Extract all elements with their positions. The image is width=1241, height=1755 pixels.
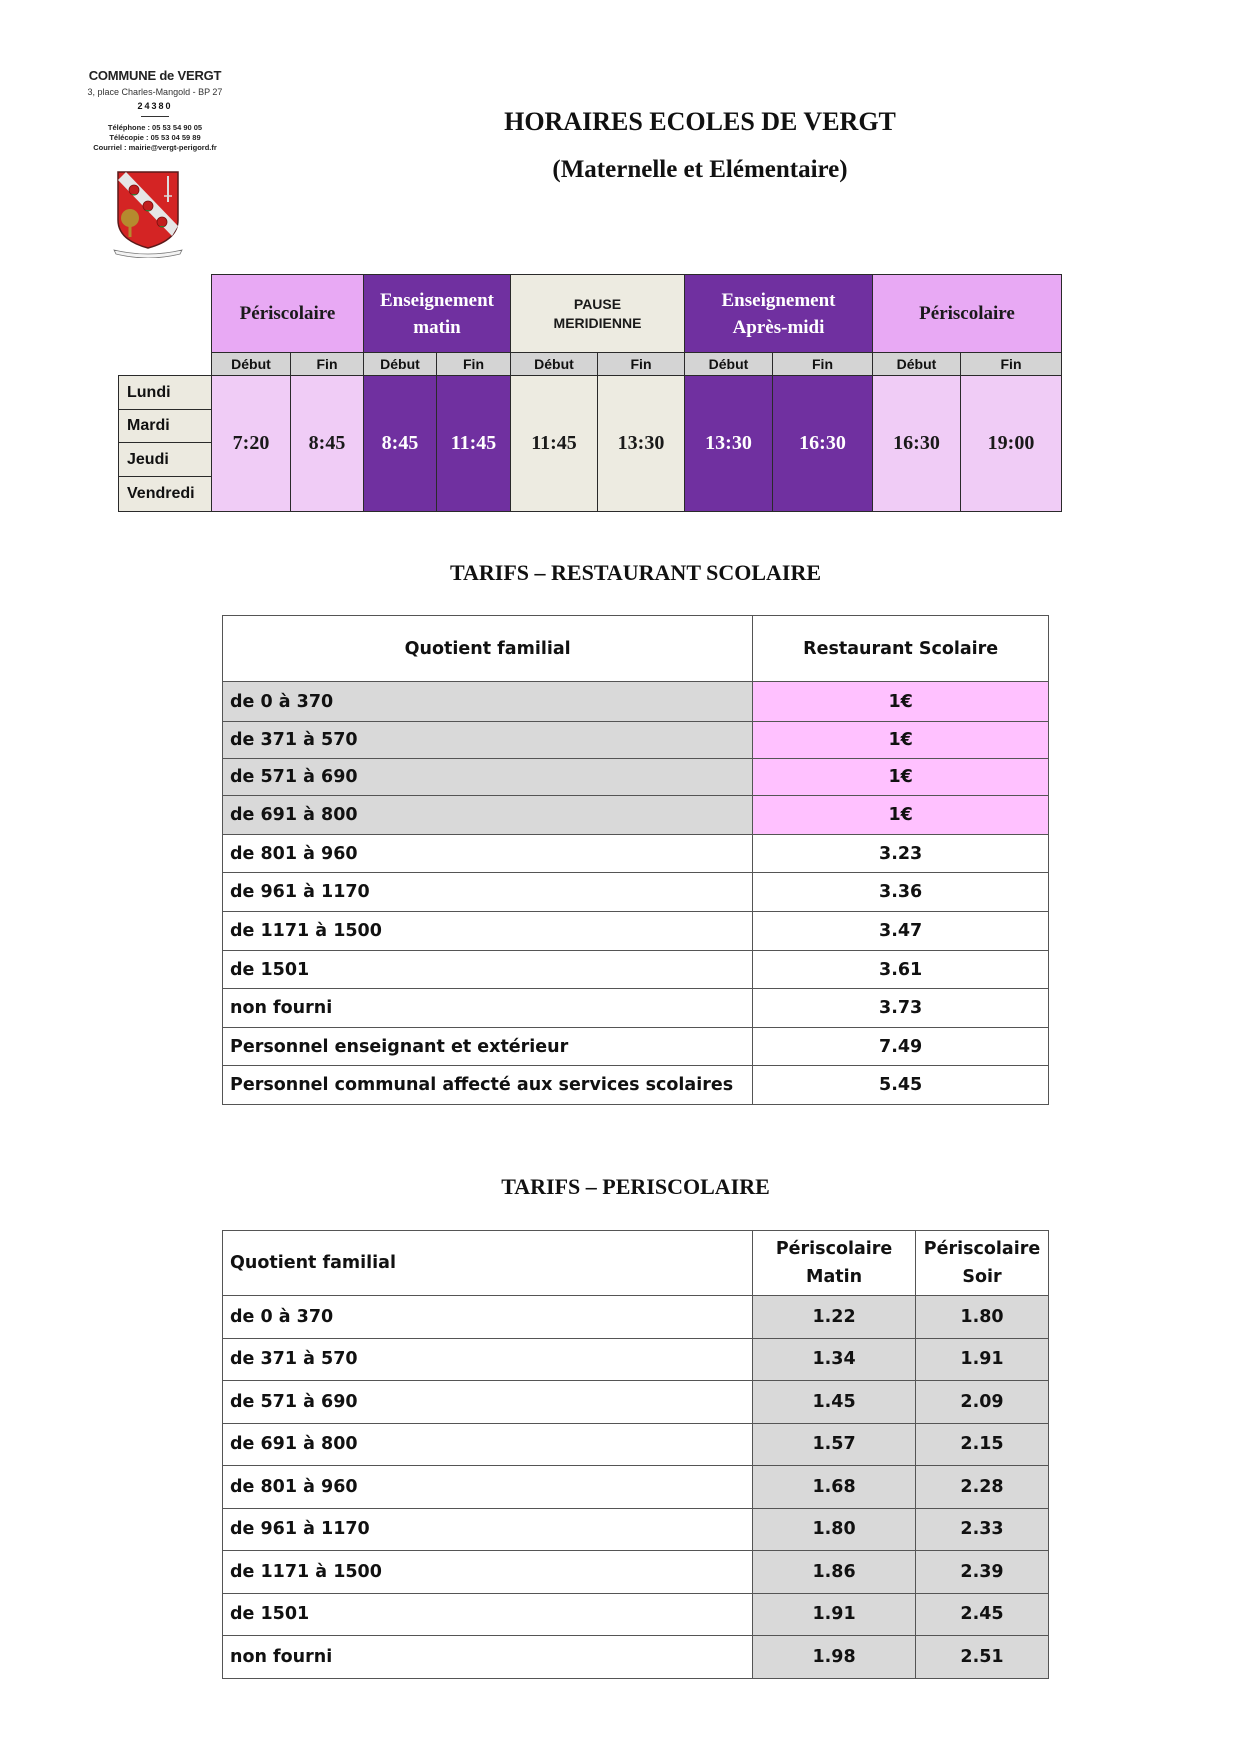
- price-cell: 1€: [753, 759, 1049, 796]
- schedule-group-header: Périscolaire: [211, 274, 364, 353]
- letterhead-divider: [141, 116, 169, 117]
- schedule-start-header: Début: [363, 352, 437, 376]
- table-row: [223, 989, 1049, 1028]
- price-matin-cell: 1.68: [753, 1466, 916, 1509]
- schedule-group-header: Enseignement matin: [363, 274, 511, 353]
- table-row: [223, 1551, 1049, 1594]
- table-row: [223, 1423, 1049, 1466]
- schedule-day: Vendredi: [118, 476, 212, 512]
- table-row: [223, 1296, 1049, 1339]
- quotient-cell: de 0 à 370: [223, 1296, 753, 1339]
- table-header-row: [223, 1231, 1049, 1296]
- schedule-end-header: Fin: [436, 352, 511, 376]
- table-row: [223, 1028, 1049, 1066]
- table-row: [223, 835, 1049, 873]
- column-header-quotient: Quotient familial: [223, 616, 753, 682]
- quotient-cell: de 571 à 690: [223, 759, 753, 796]
- price-matin-cell: 1.34: [753, 1338, 916, 1381]
- schedule-end-header: Fin: [290, 352, 364, 376]
- table-row: [223, 759, 1049, 796]
- quotient-cell: de 1171 à 1500: [223, 912, 753, 951]
- table-row: [223, 722, 1049, 759]
- quotient-cell: de 801 à 960: [223, 1466, 753, 1509]
- schedule-time: 13:30: [684, 375, 773, 512]
- price-cell: 5.45: [753, 1066, 1049, 1105]
- schedule-group-header: PAUSE MERIDIENNE: [510, 274, 685, 353]
- schedule-day: Mardi: [118, 409, 212, 443]
- table-row: [223, 1381, 1049, 1424]
- quotient-cell: Personnel communal affecté aux services scolaires: [223, 1066, 753, 1105]
- price-soir-cell: 2.09: [916, 1381, 1049, 1424]
- schedule-end-header: Fin: [597, 352, 685, 376]
- price-soir-cell: 1.91: [916, 1338, 1049, 1381]
- coat-of-arms-icon: [112, 168, 184, 258]
- price-soir-cell: 2.28: [916, 1466, 1049, 1509]
- periscolaire-tariffs-title: TARIFS – PERISCOLAIRE: [501, 1174, 770, 1199]
- quotient-cell: de 371 à 570: [223, 1338, 753, 1381]
- price-cell: 3.73: [753, 989, 1049, 1028]
- price-soir-cell: 2.51: [916, 1636, 1049, 1679]
- schedule-end-header: Fin: [960, 352, 1062, 376]
- price-matin-cell: 1.98: [753, 1636, 916, 1679]
- quotient-cell: non fourni: [223, 989, 753, 1028]
- commune-email[interactable]: Courriel : mairie@vergt-perigord.fr: [93, 143, 217, 152]
- column-header-quotient: Quotient familial: [223, 1231, 753, 1296]
- price-soir-cell: 2.45: [916, 1593, 1049, 1636]
- commune-zip: 24380: [137, 101, 173, 111]
- price-cell: 3.36: [753, 873, 1049, 912]
- quotient-cell: de 1501: [223, 1593, 753, 1636]
- schedule-group-header: Périscolaire: [872, 274, 1062, 353]
- quotient-cell: Personnel enseignant et extérieur: [223, 1028, 753, 1066]
- schedule-table: [118, 274, 1062, 512]
- schedule-group-header: Enseignement Après-midi: [684, 274, 873, 353]
- table-row: [223, 951, 1049, 989]
- quotient-cell: de 1501: [223, 951, 753, 989]
- price-matin-cell: 1.45: [753, 1381, 916, 1424]
- schedule-time: 19:00: [960, 375, 1062, 512]
- price-soir-cell: 2.33: [916, 1508, 1049, 1551]
- restaurant-tariffs-table: [222, 615, 1049, 1105]
- commune-name: COMMUNE de VERGT: [88, 68, 222, 83]
- schedule-time: 11:45: [510, 375, 598, 512]
- price-cell: 1€: [753, 796, 1049, 835]
- column-header-soir: Périscolaire Soir: [916, 1231, 1049, 1296]
- price-soir-cell: 1.80: [916, 1296, 1049, 1339]
- schedule-day: Jeudi: [118, 442, 212, 477]
- price-soir-cell: 2.39: [916, 1551, 1049, 1594]
- quotient-cell: de 801 à 960: [223, 835, 753, 873]
- commune-phone: Téléphone : 05 53 54 90 05: [107, 123, 203, 132]
- page-title: HORAIRES ECOLES DE VERGT: [504, 107, 896, 136]
- quotient-cell: de 961 à 1170: [223, 873, 753, 912]
- price-cell: 3.61: [753, 951, 1049, 989]
- table-row: [223, 1593, 1049, 1636]
- table-row: [223, 1508, 1049, 1551]
- table-row: [223, 796, 1049, 835]
- quotient-cell: de 0 à 370: [223, 682, 753, 722]
- table-row: [223, 1338, 1049, 1381]
- table-row: [223, 1066, 1049, 1105]
- schedule-day: Lundi: [118, 375, 212, 410]
- schedule-start-header: Début: [510, 352, 598, 376]
- price-cell: 3.23: [753, 835, 1049, 873]
- table-row: [223, 1636, 1049, 1679]
- letterhead: [70, 68, 240, 153]
- schedule-time: 8:45: [363, 375, 437, 512]
- quotient-cell: de 961 à 1170: [223, 1508, 753, 1551]
- schedule-time: 7:20: [211, 375, 291, 512]
- table-row: [223, 1466, 1049, 1509]
- price-matin-cell: 1.86: [753, 1551, 916, 1594]
- schedule-time: 16:30: [772, 375, 873, 512]
- table-row: [223, 682, 1049, 722]
- price-matin-cell: 1.80: [753, 1508, 916, 1551]
- column-header-restaurant: Restaurant Scolaire: [753, 616, 1049, 682]
- quotient-cell: de 691 à 800: [223, 796, 753, 835]
- schedule-time: 8:45: [290, 375, 364, 512]
- quotient-cell: de 571 à 690: [223, 1381, 753, 1424]
- price-matin-cell: 1.91: [753, 1593, 916, 1636]
- price-cell: 7.49: [753, 1028, 1049, 1066]
- price-matin-cell: 1.22: [753, 1296, 916, 1339]
- page-subtitle: (Maternelle et Elémentaire): [552, 156, 848, 183]
- schedule-time: 16:30: [872, 375, 961, 512]
- quotient-cell: de 691 à 800: [223, 1423, 753, 1466]
- commune-fax: Télécopie : 05 53 04 59 89: [109, 133, 201, 142]
- schedule-end-header: Fin: [772, 352, 873, 376]
- table-row: [223, 873, 1049, 912]
- price-matin-cell: 1.57: [753, 1423, 916, 1466]
- table-row: [223, 912, 1049, 951]
- schedule-start-header: Début: [211, 352, 291, 376]
- quotient-cell: non fourni: [223, 1636, 753, 1679]
- column-header-matin: Périscolaire Matin: [753, 1231, 916, 1296]
- schedule-start-header: Début: [872, 352, 961, 376]
- commune-address: 3, place Charles-Mangold - BP 27: [87, 87, 223, 97]
- restaurant-tariffs-title: TARIFS – RESTAURANT SCOLAIRE: [449, 560, 822, 585]
- price-cell: 1€: [753, 722, 1049, 759]
- schedule-time: 13:30: [597, 375, 685, 512]
- price-cell: 1€: [753, 682, 1049, 722]
- price-soir-cell: 2.15: [916, 1423, 1049, 1466]
- schedule-start-header: Début: [684, 352, 773, 376]
- table-header-row: [223, 616, 1049, 682]
- periscolaire-tariffs-table: [222, 1230, 1049, 1679]
- quotient-cell: de 1171 à 1500: [223, 1551, 753, 1594]
- price-cell: 3.47: [753, 912, 1049, 951]
- schedule-time: 11:45: [436, 375, 511, 512]
- quotient-cell: de 371 à 570: [223, 722, 753, 759]
